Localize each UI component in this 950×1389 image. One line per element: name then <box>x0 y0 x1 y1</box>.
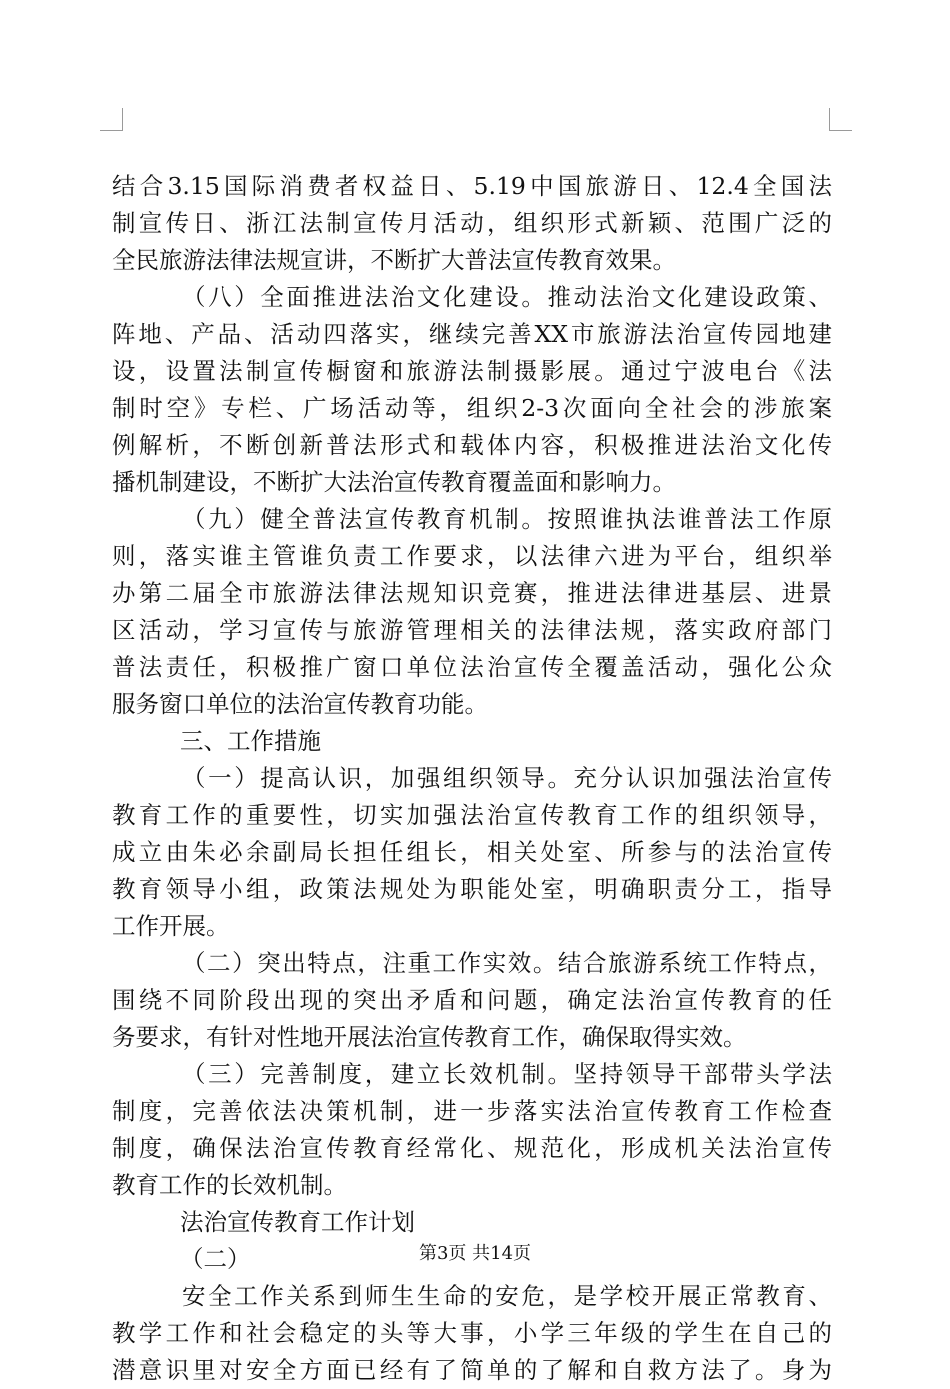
text-line: （八）全面推进法治文化建设。推动法治文化建设政策、 <box>182 283 832 311</box>
subtitle: 法治宣传教育工作计划 <box>180 1208 415 1236</box>
page-footer: 第3页 共14页 <box>418 1243 532 1264</box>
text-line: 区活动，学习宣传与旅游管理相关的法律法规，落实政府部门 <box>112 616 832 644</box>
text-line: 教学工作和社会稳定的头等大事，小学三年级的学生在自己的 <box>112 1319 832 1347</box>
text-line: 播机制建设，不断扩大法治宣传教育覆盖面和影响力。 <box>112 468 676 496</box>
text-line: 安全工作关系到师生生命的安危，是学校开展正常教育、 <box>182 1282 832 1310</box>
text-line: 教育工作的重要性，切实加强法治宣传教育工作的组织领导， <box>112 801 832 829</box>
crop-mark-top-left <box>100 108 123 131</box>
text-line: 则，落实谁主管谁负责工作要求，以法律六进为平台，组织举 <box>112 542 832 570</box>
text-line: 结合3.15国际消费者权益日、5.19中国旅游日、12.4全国法 <box>112 172 832 200</box>
subtitle-number: （二） <box>180 1245 251 1273</box>
text-line: 设，设置法制宣传橱窗和旅游法制摄影展。通过宁波电台《法 <box>112 357 832 385</box>
text-line: 制度，确保法治宣传教育经常化、规范化，形成机关法治宣传 <box>112 1134 832 1162</box>
section-heading: 三、工作措施 <box>180 727 321 755</box>
text-line: 潜意识里对安全方面已经有了简单的了解和自救方法了。身为 <box>112 1356 832 1384</box>
text-line: 工作开展。 <box>112 912 230 940</box>
text-line: （二）突出特点，注重工作实效。结合旅游系统工作特点， <box>182 949 832 977</box>
text-line: （九）健全普法宣传教育机制。按照谁执法谁普法工作原 <box>182 505 832 533</box>
text-line: （一）提高认识，加强组织领导。充分认识加强法治宣传 <box>182 764 832 792</box>
text-line: （三）完善制度，建立长效机制。坚持领导干部带头学法 <box>182 1060 832 1088</box>
text-line: 成立由朱必余副局长担任组长，相关处室、所参与的法治宣传 <box>112 838 832 866</box>
text-line: 教育领导小组，政策法规处为职能处室，明确职责分工，指导 <box>112 875 832 903</box>
crop-mark-top-right <box>829 108 852 131</box>
text-line: 制度，完善依法决策机制，进一步落实法治宣传教育工作检查 <box>112 1097 832 1125</box>
text-line: 全民旅游法律法规宣讲，不断扩大普法宣传教育效果。 <box>112 246 676 274</box>
text-line: 制时空》专栏、广场活动等，组织2-3次面向全社会的涉旅案 <box>112 394 832 422</box>
text-line: 务要求，有针对性地开展法治宣传教育工作，确保取得实效。 <box>112 1023 747 1051</box>
text-line: 阵地、产品、活动四落实，继续完善XX市旅游法治宣传园地建 <box>112 320 832 348</box>
text-line: 教育工作的长效机制。 <box>112 1171 347 1199</box>
document-body <box>112 168 832 1389</box>
text-line: 例解析，不断创新普法形式和载体内容，积极推进法治文化传 <box>112 431 832 459</box>
text-line: 围绕不同阶段出现的突出矛盾和问题，确定法治宣传教育的任 <box>112 986 832 1014</box>
text-line: 办第二届全市旅游法律法规知识竞赛，推进法律进基层、进景 <box>112 579 832 607</box>
text-line: 普法责任，积极推广窗口单位法治宣传全覆盖活动，强化公众 <box>112 653 832 681</box>
text-line: 制宣传日、浙江法制宣传月活动，组织形式新颖、范围广泛的 <box>112 209 832 237</box>
text-line: 服务窗口单位的法治宣传教育功能。 <box>112 690 488 718</box>
